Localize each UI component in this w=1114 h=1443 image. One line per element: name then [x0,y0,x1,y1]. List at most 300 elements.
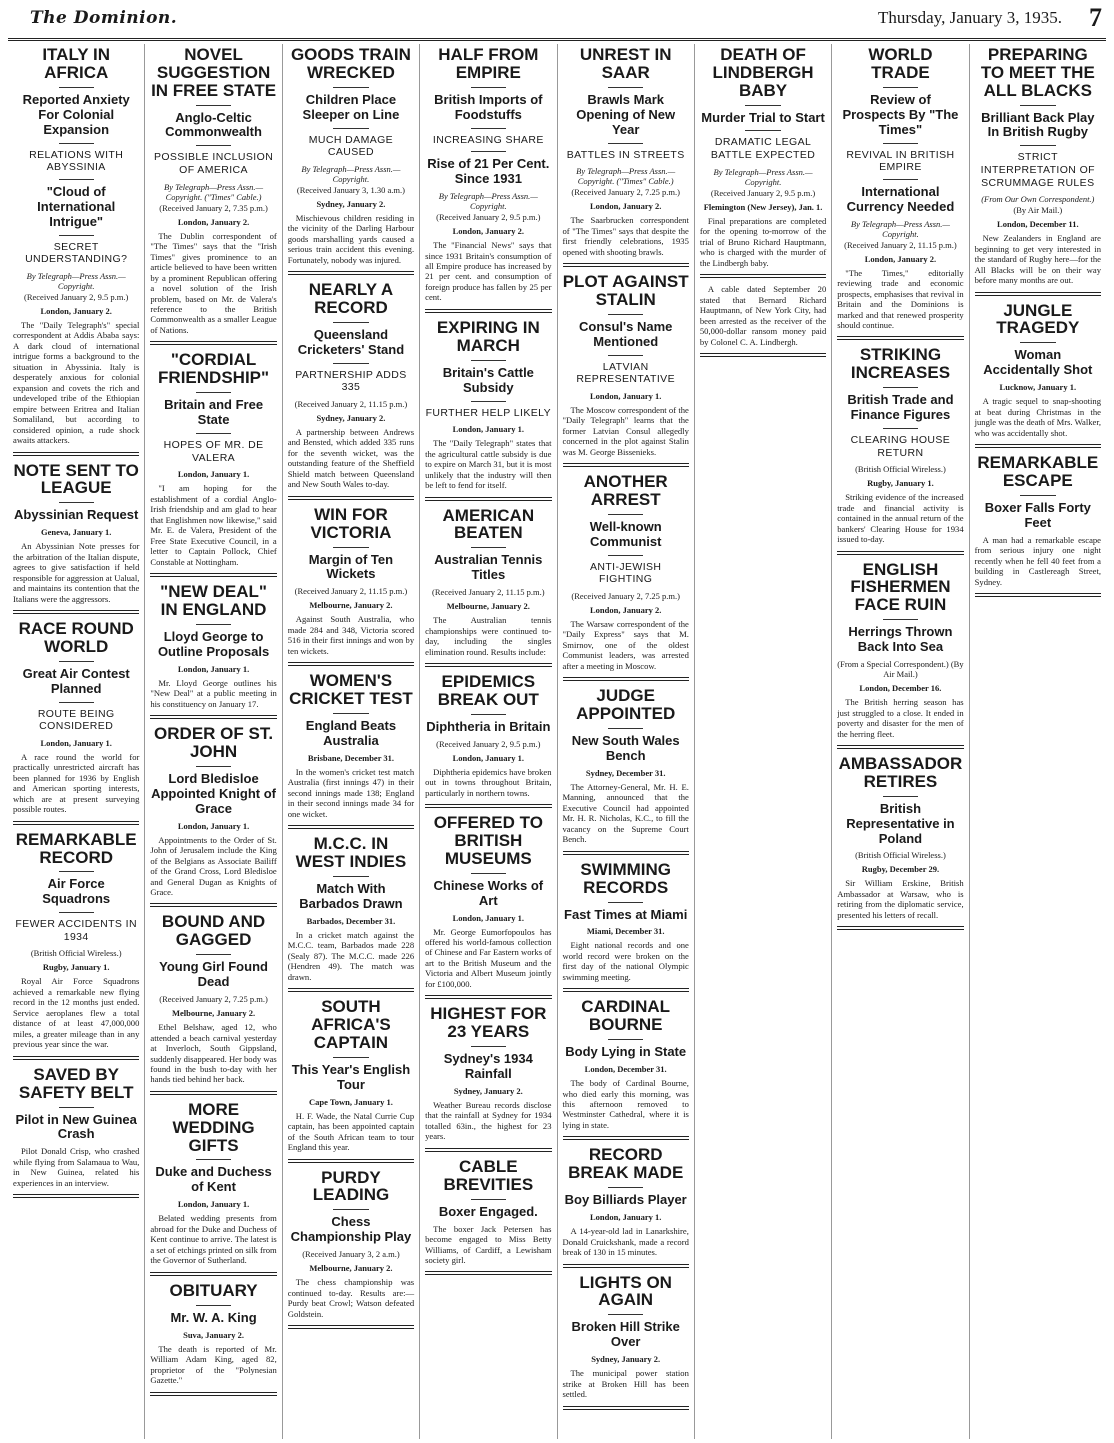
story-body: In a cricket match against the M.C.C. team, Barbados made 228 (Sealy 87). The M.C.C. made 226 (Hendren 49). The match was drawn. [287,929,415,982]
story-subhead: Body Lying in State [565,1044,687,1060]
head-rule [608,87,643,88]
story-divider [563,263,689,267]
story-dateline: London, December 16. [859,683,942,694]
story-headline: WORLD TRADE [868,45,933,82]
news-story [425,319,551,501]
story-body: The boxer Jack Petersen has become engaged to Miss Betty Williams, of Cardiff, a Lewisham society girl. [425,1223,552,1265]
story-subhead: Brilliant Back Play In British Rugby [981,109,1095,140]
story-divider [150,341,276,345]
head-rule [196,1305,231,1306]
story-credit: By Telegraph—Press Assn.—Copyright. [713,166,813,187]
issue-date: Thursday, January 3, 1935. [878,8,1062,27]
story-headline: ANOTHER ARREST [583,472,668,510]
story-body: The municipal power station strike at Broken Hill has been settled. [562,1368,689,1400]
story-subhead: Mr. W. A. King [170,1309,257,1325]
story-headline: WOMEN'S CRICKET TEST [289,671,413,709]
news-column [832,44,969,1439]
story-headline: PLOT AGAINST STALIN [562,272,689,309]
page-columns [8,44,1106,1439]
news-story [13,620,139,825]
story-dateline: London, January 1. [177,1199,250,1210]
story-headline: NOTE SENT TO LEAGUE [13,460,139,498]
news-story [288,46,414,275]
received-line: (Received January 2, 9.5 p.m.) [436,212,541,223]
story-subhead: Reported Anxiety For Colonial Expansion [22,91,130,137]
story-headline: EXPIRING IN MARCH [436,317,540,355]
story-body: Pilot Donald Crisp, who crashed while flying from Salamaua to Wau, in New Guinea, related his experiences in an interview. [13,1146,140,1188]
story-headline: BOUND AND GAGGED [161,912,266,950]
story-body: Sir William Erskine, British Ambassador at Warsaw, who is retiring from the diplomatic service, presented his letters of recall. [837,878,964,920]
story-dateline: Melbourne, January 2. [446,601,530,612]
story-headline: ORDER OF ST. JOHN [154,724,274,761]
story-headline: "NEW DEAL" IN ENGLAND [160,582,267,619]
head-rule [333,547,368,548]
story-subhead: Fast Times at Miami [564,906,688,922]
story-divider [288,1325,414,1329]
story-divider [13,452,139,456]
story-subhead: INCREASING SHARE [432,133,544,146]
story-body: An Abyssinian Note presses for the arbitration of the Italian dispute, agrees to give satisfaction if held responsible for aggression at Ualual, and maintains its contention that the Italians were the aggressors. [13,541,140,604]
head-rule [608,355,643,356]
head-rule [883,619,918,620]
head-rule [333,363,368,364]
news-story [700,284,826,357]
received-line: (British Official Wireless.) [855,850,946,861]
story-divider [13,1056,139,1060]
story-headline: HIGHEST FOR 23 YEARS [430,1004,547,1042]
story-divider [975,292,1101,296]
story-dateline: Melbourne, January 2. [309,600,393,611]
story-subhead: British Representative in Poland [846,800,955,846]
story-headline: NOVEL SUGGESTION IN FREE STATE [151,45,277,100]
story-divider [425,663,551,667]
head-rule [59,87,94,88]
story-subhead: Lord Bledisloe Appointed Knight of Grace [151,770,277,816]
story-headline: JUDGE APPOINTED [576,686,676,724]
story-dateline: London, January 1. [590,1212,662,1223]
story-subhead: Well-known Communist [589,518,662,549]
story-divider [150,715,276,719]
head-rule [608,1039,643,1040]
head-rule [1020,342,1055,343]
story-subhead: Consul's Name Mentioned [578,318,673,349]
story-body: The British herring season has just struggled to a close. It ended in poverty and disaster for the men of the herring fleet. [837,697,964,739]
story-subhead: ANTI-JEWISH FIGHTING [589,560,662,586]
story-headline: ENGLISH FISHERMEN FACE RUIN [850,559,951,615]
story-subhead: Children Place Sleeper on Line [302,91,400,122]
story-subhead: Boxer Engaged. [438,1203,538,1219]
story-subhead: SECRET UNDERSTANDING? [25,240,128,266]
story-dateline: London, January 1. [177,469,250,480]
story-headline: JUNGLE TRAGEDY [996,300,1080,338]
story-divider [975,444,1101,448]
story-body: "I am hoping for the establishment of a cordial Anglo-Irish friendship and am glad to hear that Englishmen now likewise," said Mr. E. de Valera, President of the Free State Executive Council, in a letter to Captain Pollock, Chief Constable at Nottingham. [150,483,277,567]
news-story [563,998,689,1140]
story-divider [150,1091,276,1095]
story-headline: SOUTH AFRICA'S CAPTAIN [311,997,391,1052]
story-subhead: PARTNERSHIP ADDS 335 [295,368,407,394]
story-subhead: Murder Trial to Start [701,109,825,125]
story-body: Belated wedding presents from abroad for the Duke and Duchess of Kent continue to arrive. The latest is a set of etchings printed on silk from the Governor of Sutherland. [150,1213,277,1266]
story-body: The Attorney-General, Mr. H. E. Manning, announced that the Executive Council had appointed Mr. H. R. Nicholas, K.C., to fill the vacancy on the Supreme Court Bench. [562,781,689,845]
story-body: The Moscow correspondent of the "Daily Telegraph" learns that the former Latvian Consul allegedly concerned in the plot against Stalin was M. George Bissenieks. [562,404,689,457]
story-headline: WIN FOR VICTORIA [310,504,392,542]
news-story [425,1005,551,1152]
story-dateline: London, January 2. [590,201,662,212]
story-headline: MORE WEDDING GIFTS [172,1099,255,1155]
story-divider [150,573,276,577]
head-rule [608,1314,643,1315]
head-rule [59,871,94,872]
received-line: (Received January 2, 9.5 p.m.) [710,187,816,198]
head-rule [196,766,231,767]
news-story [837,346,963,554]
story-subhead: Pilot in New Guinea Crash [15,1111,137,1142]
story-subhead: Duke and Duchess of Kent [155,1164,272,1195]
news-story [150,46,276,345]
story-body: A tragic sequel to snap-shooting at beat during Christmas in the jungle was the death of Mrs. Walker, who was accidentally shot. [974,396,1101,438]
story-body: Eight national records and one world record were broken on the first day of the national Olympic swimming meeting. [562,940,689,982]
head-rule [59,179,94,180]
head-rule [196,624,231,625]
head-rule [471,1199,506,1200]
story-divider [563,988,689,992]
story-body: A partnership between Andrews and Bensted, which added 335 runs for the seventh wicket, was the outstanding feature of the Sheffield Shield match between Queensland and New South Wales to-day. [287,426,415,490]
story-divider [563,463,689,467]
story-subhead: Rise of 21 Per Cent. Since 1931 [427,156,550,187]
news-story [288,998,414,1162]
story-dateline: London, January 1. [452,912,524,923]
news-story [150,1282,276,1396]
story-credit: By Telegraph—Press Assn.—Copyright. ("Times" Cable.) [576,166,676,187]
head-rule [471,128,506,129]
story-body: The body of Cardinal Bourne, who died early this morning, was this afternoon removed to Westminster Cathedral, where it is lying in state. [562,1078,689,1130]
head-rule [196,1159,231,1160]
news-story [13,1066,139,1199]
story-subhead: British Imports of Foodstuffs [434,91,543,122]
head-rule [59,235,94,236]
head-rule [59,912,94,913]
story-body: A man had a remarkable escape from serious injury one night recently when he fell 40 feet from a building in Castlereagh Street, Sydney. [974,534,1101,587]
story-body: A race round the world for practically unrestricted aircraft has been planned for 1936 by English and American sporting interests, which are at present surveying possible routes. [13,751,140,815]
story-credit: (From Our Own Correspondent.) [981,194,1095,205]
news-story [13,831,139,1060]
head-rule [333,1057,368,1058]
story-subhead: Anglo-Celtic Commonwealth [165,109,262,140]
head-rule [471,151,506,152]
news-story [288,506,414,667]
story-headline: PREPARING TO MEET THE ALL BLACKS [980,45,1095,100]
news-column [558,44,695,1439]
news-story [150,725,276,907]
story-body: Final preparations are completed for the opening to-morrow of the trial of Bruno Richard Hauptmann, who is charged with the murder of the Lindbergh baby. [699,215,827,268]
story-body: A 14-year-old lad in Lanarkshire, Donald Cruickshank, made a record break of 130 in 15 minutes. [562,1226,689,1258]
news-story [288,281,414,500]
story-subhead: "Cloud of International Intrigue" [37,183,116,229]
story-credit: By Telegraph—Press Assn.—Copyright. [301,163,401,184]
story-dateline: London, January 1. [452,424,524,435]
story-subhead: Herrings Thrown Back Into Sea [848,624,953,655]
received-line: (Received January 2, 7.35 p.m.) [159,202,268,213]
head-rule [196,954,231,955]
news-story [837,755,963,930]
story-divider [837,336,963,340]
head-rule [883,387,918,388]
story-body: Mr. George Eumorfopoulos has offered his world-famous collection of Chinese and Far Eastern works of art to the British Museum and the Victoria and Albert Museum jointly for £100,000. [425,926,552,989]
story-body: New Zealanders in England are beginning to get very interested in the standard of Rugby here—for the All Blacks will be on their way before many months are out. [974,233,1101,286]
news-story [563,861,689,993]
head-rule [59,502,94,503]
story-body: Mr. Lloyd George outlines his "New Deal" at a public meeting in his constituency on January 17. [150,677,277,709]
story-subhead: HOPES OF MR. DE VALERA [163,439,264,464]
story-body: Weather Bureau records disclose that the rainfall at Sydney for 1934 totalled 63in., the highest for 23 years. [425,1099,552,1142]
story-headline: CABLE BREVITIES [443,1156,534,1194]
story-credit: By Telegraph—Press Assn.—Copyright. [850,218,950,239]
news-story [288,672,414,829]
head-rule [883,179,918,180]
story-headline: AMERICAN BEATEN [442,505,535,543]
story-headline: RECORD BREAK MADE [568,1145,684,1183]
story-headline: DEATH OF LINDBERGH BABY [712,45,814,100]
news-story [288,1169,414,1330]
story-subhead: Abyssinian Request [14,507,139,523]
story-divider [700,274,826,278]
head-rule [608,143,643,144]
story-dateline: Flemington (New Jersey), Jan. 1. [703,201,823,212]
story-divider [13,821,139,825]
story-dateline: Rugby, December 29. [861,864,940,875]
received-line: (Received January 2, 7.25 p.m.) [571,590,680,601]
news-story [563,687,689,854]
story-subhead: Boxer Falls Forty Feet [984,499,1091,530]
story-dateline: Sydney, January 2. [316,198,386,209]
story-subhead: Brawls Mark Opening of New Year [576,91,676,137]
story-subhead: Young Girl Found Dead [159,959,268,990]
received-line: (Received January 2, 9.5 p.m.) [24,291,129,302]
story-dateline: Lucknow, January 1. [999,382,1077,393]
story-subhead: LATVIAN REPRESENTATIVE [576,360,675,386]
story-subhead: STRICT INTERPRETATION OF SCRUMMAGE RULES [980,151,1095,189]
masthead [8,2,1106,41]
story-subhead: Britain and Free State [164,397,264,428]
news-story [150,913,276,1094]
news-story [288,835,414,992]
head-rule [333,876,368,877]
story-body: A cable dated September 20 stated that Bernard Richard Hauptmann, of New York City, had been arrested as the receiver of the 50,000-dollar ransom money paid by Colonel C. A. Lindbergh. [699,284,827,347]
head-rule [608,514,643,515]
head-rule [333,1209,368,1210]
received-line: (Received January 2, 11.15 p.m.) [294,398,408,409]
story-headline: OFFERED TO BRITISH MUSEUMS [433,813,543,868]
story-subhead: British Trade and Finance Figures [847,392,954,423]
head-rule [59,1107,94,1108]
story-subhead: Great Air Contest Planned [22,665,130,696]
story-divider [563,851,689,855]
head-rule [1020,105,1055,106]
story-subhead: Lloyd George to Outline Proposals [157,628,270,659]
story-subhead: Woman Accidentally Shot [983,347,1093,378]
page-number: 7 [1089,3,1102,32]
news-story [975,46,1101,296]
story-dateline: London, January 2. [452,226,524,237]
story-dateline: London, January 1. [590,390,662,401]
story-dateline: London, January 1. [452,752,524,763]
story-dateline: Sydney, January 2. [591,1354,661,1365]
story-subhead: Sydney's 1934 Rainfall [443,1051,533,1082]
story-credit: By Telegraph—Press Assn.—Copyright. [26,270,126,291]
story-headline: SAVED BY SAFETY BELT [18,1064,134,1102]
story-headline: EPIDEMICS BREAK OUT [437,672,539,709]
news-story [700,46,826,278]
story-headline: CARDINAL BOURNE [581,997,671,1035]
story-body: The Saarbrucken correspondent of "The Times" says that despite the first friendly celebrations, 1935 opened with shooting brawls. [562,215,689,257]
story-subhead: New South Wales Bench [571,733,680,763]
news-story [150,583,276,719]
story-divider [150,903,276,907]
story-divider [13,1194,139,1198]
news-story [425,1158,551,1276]
story-divider [150,1272,276,1276]
story-divider [563,1136,689,1140]
news-story [563,273,689,467]
head-rule [59,661,94,662]
story-subhead: International Currency Needed [846,183,955,214]
story-headline: RACE ROUND WORLD [18,619,134,656]
story-divider [425,309,551,313]
story-divider [425,995,551,999]
received-line: (Received January 2, 11.15 p.m.) [294,586,408,597]
story-subhead: England Beats Australia [305,718,397,748]
story-dateline: London, January 1. [40,737,112,748]
newspaper-title: The Dominion. [30,8,178,28]
head-rule [471,714,506,715]
head-rule [59,143,94,144]
story-divider [425,1148,551,1152]
story-body: Royal Air Force Squadrons achieved a remarkable new flying record in the 12 months just ended. Service aeroplanes flew a total distance of at least 47,000,000 miles, a greater mileage than in any previous year since the war. [13,976,140,1050]
news-story [425,814,551,999]
story-subhead: Boy Billiards Player [564,1192,687,1208]
story-divider [288,988,414,992]
story-body: The "Daily Telegraph's" special correspondent at Addis Ababa says: A dark cloud of international intrigue forms a background to the situation in Abyssinia. Italy is desperately anxious for colonial expansion and covets the rich and undeveloped tribe of the Ethiopian empire between Eritrea and Italian Somaliland, but according to considered opinion, a rude shock awaits attackers. [13,319,140,446]
story-subhead: MUCH DAMAGE CAUSED [308,133,394,159]
story-divider [288,1159,414,1163]
story-body: The chess championship was continued to-day. Results are:—Purdy beat Crowl; Watson defeated Goldstein. [287,1277,415,1319]
story-body: Ethel Belshaw, aged 12, who attended a beach carnival yesterday at Inverloch, South Gippsland, suddenly disappeared. Her body was found in the bush to-day with her hands tied behind her back. [150,1022,277,1085]
head-rule [196,105,231,106]
story-subhead: REVIVAL IN BRITISH EMPIRE [846,148,955,174]
story-divider [975,593,1101,597]
story-subhead: Britain's Cattle Subsidy [442,364,534,395]
story-subhead: Chess Championship Play [290,1214,412,1245]
head-rule [333,87,368,88]
received-line: (British Official Wireless.) [30,948,122,959]
story-divider [837,745,963,749]
story-dateline: London, January 1. [177,663,250,674]
story-headline: OBITUARY [169,1280,258,1300]
news-column [695,44,832,1439]
story-subhead: ROUTE BEING CONSIDERED [37,707,115,733]
story-divider [288,825,414,829]
story-subhead: FURTHER HELP LIKELY [425,406,552,419]
news-story [425,507,551,668]
story-headline: SWIMMING RECORDS [580,859,672,897]
story-credit: By Telegraph—Press Assn.—Copyright. ("Times" Cable.) [164,181,264,202]
story-headline: NEARLY A RECORD [308,280,394,318]
head-rule [471,547,506,548]
story-headline: PURDY LEADING [312,1167,390,1205]
story-dateline: London, December 31. [584,1064,667,1075]
story-divider [563,1264,689,1268]
news-column [420,44,557,1439]
received-line: (Received January 2, 11.15 p.m.) [432,587,545,598]
head-rule [333,128,368,129]
story-subhead: CLEARING HOUSE RETURN [850,434,951,459]
news-story [150,351,276,577]
story-subhead: This Year's English Tour [291,1061,411,1092]
head-rule [471,873,506,874]
story-headline: "CORDIAL FRIENDSHIP" [158,350,270,388]
received-line: (Received January 3, 1.30 a.m.) [296,184,405,195]
news-story [975,302,1101,449]
head-rule [745,105,780,106]
story-dateline: London, January 1. [177,820,250,831]
story-divider [837,926,963,930]
head-rule [196,433,231,434]
story-dateline: Barbados, December 31. [306,915,396,926]
head-rule [745,130,780,131]
story-body: The death is reported of Mr. William Adam King, aged 82, proprietor of the "Polynesian Gazette." [150,1343,277,1386]
story-dateline: Rugby, January 1. [867,478,934,489]
story-body: In the women's cricket test match Australia (first innings 47) in their second innings made 138; England in their second innings made 34 for one wicket. [287,766,415,819]
story-body: The "Financial News" says that since 1931 Britain's consumption of all Empire produce has increased by 21 per cent. and consumption of foreign produce has fallen by 25 per cent. [425,240,552,303]
received-line: (Received January 2, 11.15 p.m.) [844,239,957,250]
story-headline: ITALY IN AFRICA [42,45,111,82]
head-rule [196,392,231,393]
story-headline: STRIKING INCREASES [850,345,951,383]
story-subhead: Margin of Ten Wickets [308,551,394,582]
story-body: "The Times," editorially reviewing trade and economic prospects, emphasises that revival in Britain and the Dominions is marked and that renewed prosperity should continue. [837,267,964,330]
head-rule [1020,145,1055,146]
news-story [837,46,963,340]
story-subhead: Review of Prospects By "The Times" [842,91,959,137]
story-divider [288,271,414,275]
story-divider [13,610,139,614]
story-dateline: Sydney, January 2. [453,1085,523,1096]
received-line: (Received January 2, 7.25 p.m.) [159,994,268,1005]
news-story [563,46,689,267]
story-body: Appointments to the Order of St. John of Jerusalem include the King of the Belgians as Associate Bailiff of the Grand Cross, Lord Bledisloe and General Dugan as Knights of Grace. [150,834,277,897]
story-body: Striking evidence of the increased trade and financial activity is contained in the annual return of the bankers' Clearing House for 1934 issued to-day. [837,492,964,545]
story-subhead: Queensland Cricketers' Stand [297,326,405,357]
news-story [13,46,139,456]
head-rule [196,145,231,146]
story-credit: By Telegraph—Press Assn.—Copyright. [438,191,538,212]
story-subhead: DRAMATIC LEGAL BATTLE EXPECTED [710,136,816,162]
story-subhead: POSSIBLE INCLUSION OF AMERICA [153,151,274,176]
story-divider [425,497,551,501]
story-headline: HALF FROM EMPIRE [438,45,539,82]
story-divider [288,662,414,666]
head-rule [333,713,368,714]
story-subhead: Air Force Squadrons [42,876,111,907]
story-subhead: BATTLES IN STREETS [566,148,685,161]
news-column [970,44,1106,1439]
story-dateline: Brisbane, December 31. [307,752,395,763]
news-column [145,44,282,1439]
head-rule [1020,495,1055,496]
story-headline: UNREST IN SAAR [579,45,672,82]
head-rule [471,401,506,402]
